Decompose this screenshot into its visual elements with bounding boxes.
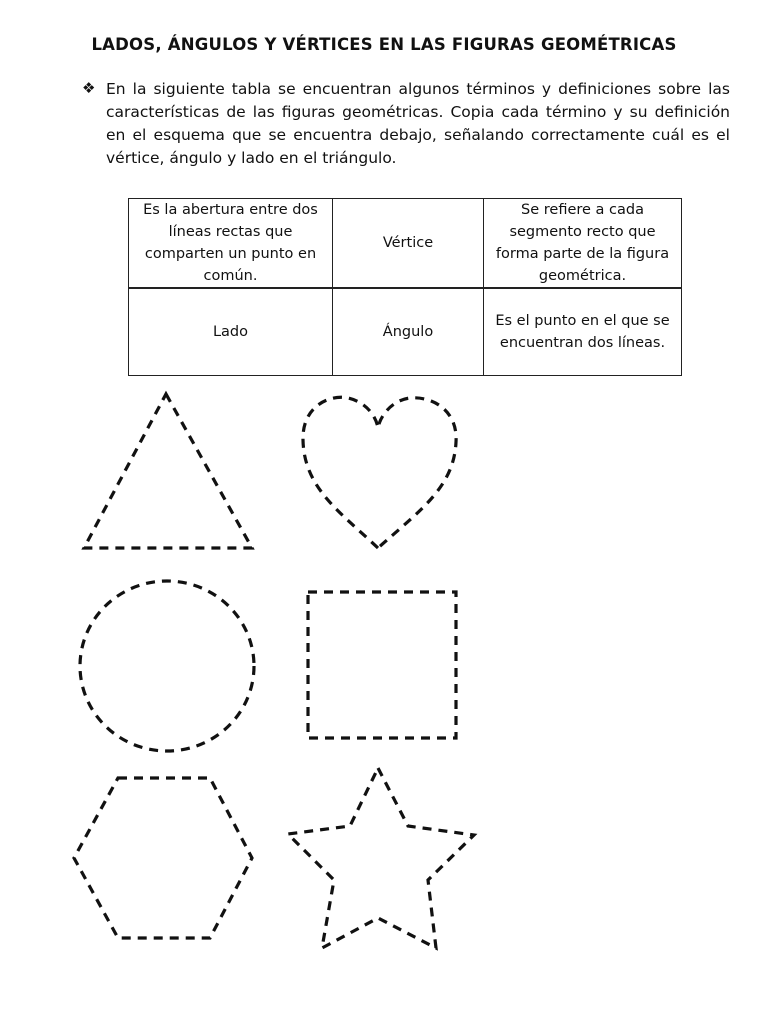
- table-cell: Se refiere a cada segmento recto que forma parte de la figura geométrica.: [484, 199, 682, 289]
- dashed-hexagon[interactable]: [74, 778, 252, 938]
- table-cell: Es el punto en el que se encuentran dos líneas.: [484, 288, 682, 376]
- dashed-square[interactable]: [308, 592, 456, 738]
- page-title: LADOS, ÁNGULOS Y VÉRTICES EN LAS FIGURAS GEOMÉTRICAS: [91, 35, 677, 54]
- table-cell: Es la abertura entre dos líneas rectas que comparten un punto en común.: [129, 199, 333, 289]
- instructions-text: En la siguiente tabla se encuentran algunos términos y definiciones sobre las características de las figuras geométricas. Copia cada término y su definición en el esquema que se encuentra debajo, señalando correctamente cuál es el vértice, ángulo y lado en el triángulo.: [106, 80, 730, 167]
- dashed-star[interactable]: [288, 768, 474, 948]
- table-cell: Lado: [129, 288, 333, 376]
- dashed-triangle[interactable]: [84, 394, 252, 548]
- table-cell: Ángulo: [333, 288, 484, 376]
- table-cell: Vértice: [333, 199, 484, 289]
- diamond-bullet-icon: ❖: [82, 79, 96, 97]
- dashed-heart[interactable]: [303, 397, 456, 548]
- dashed-circle[interactable]: [80, 581, 254, 751]
